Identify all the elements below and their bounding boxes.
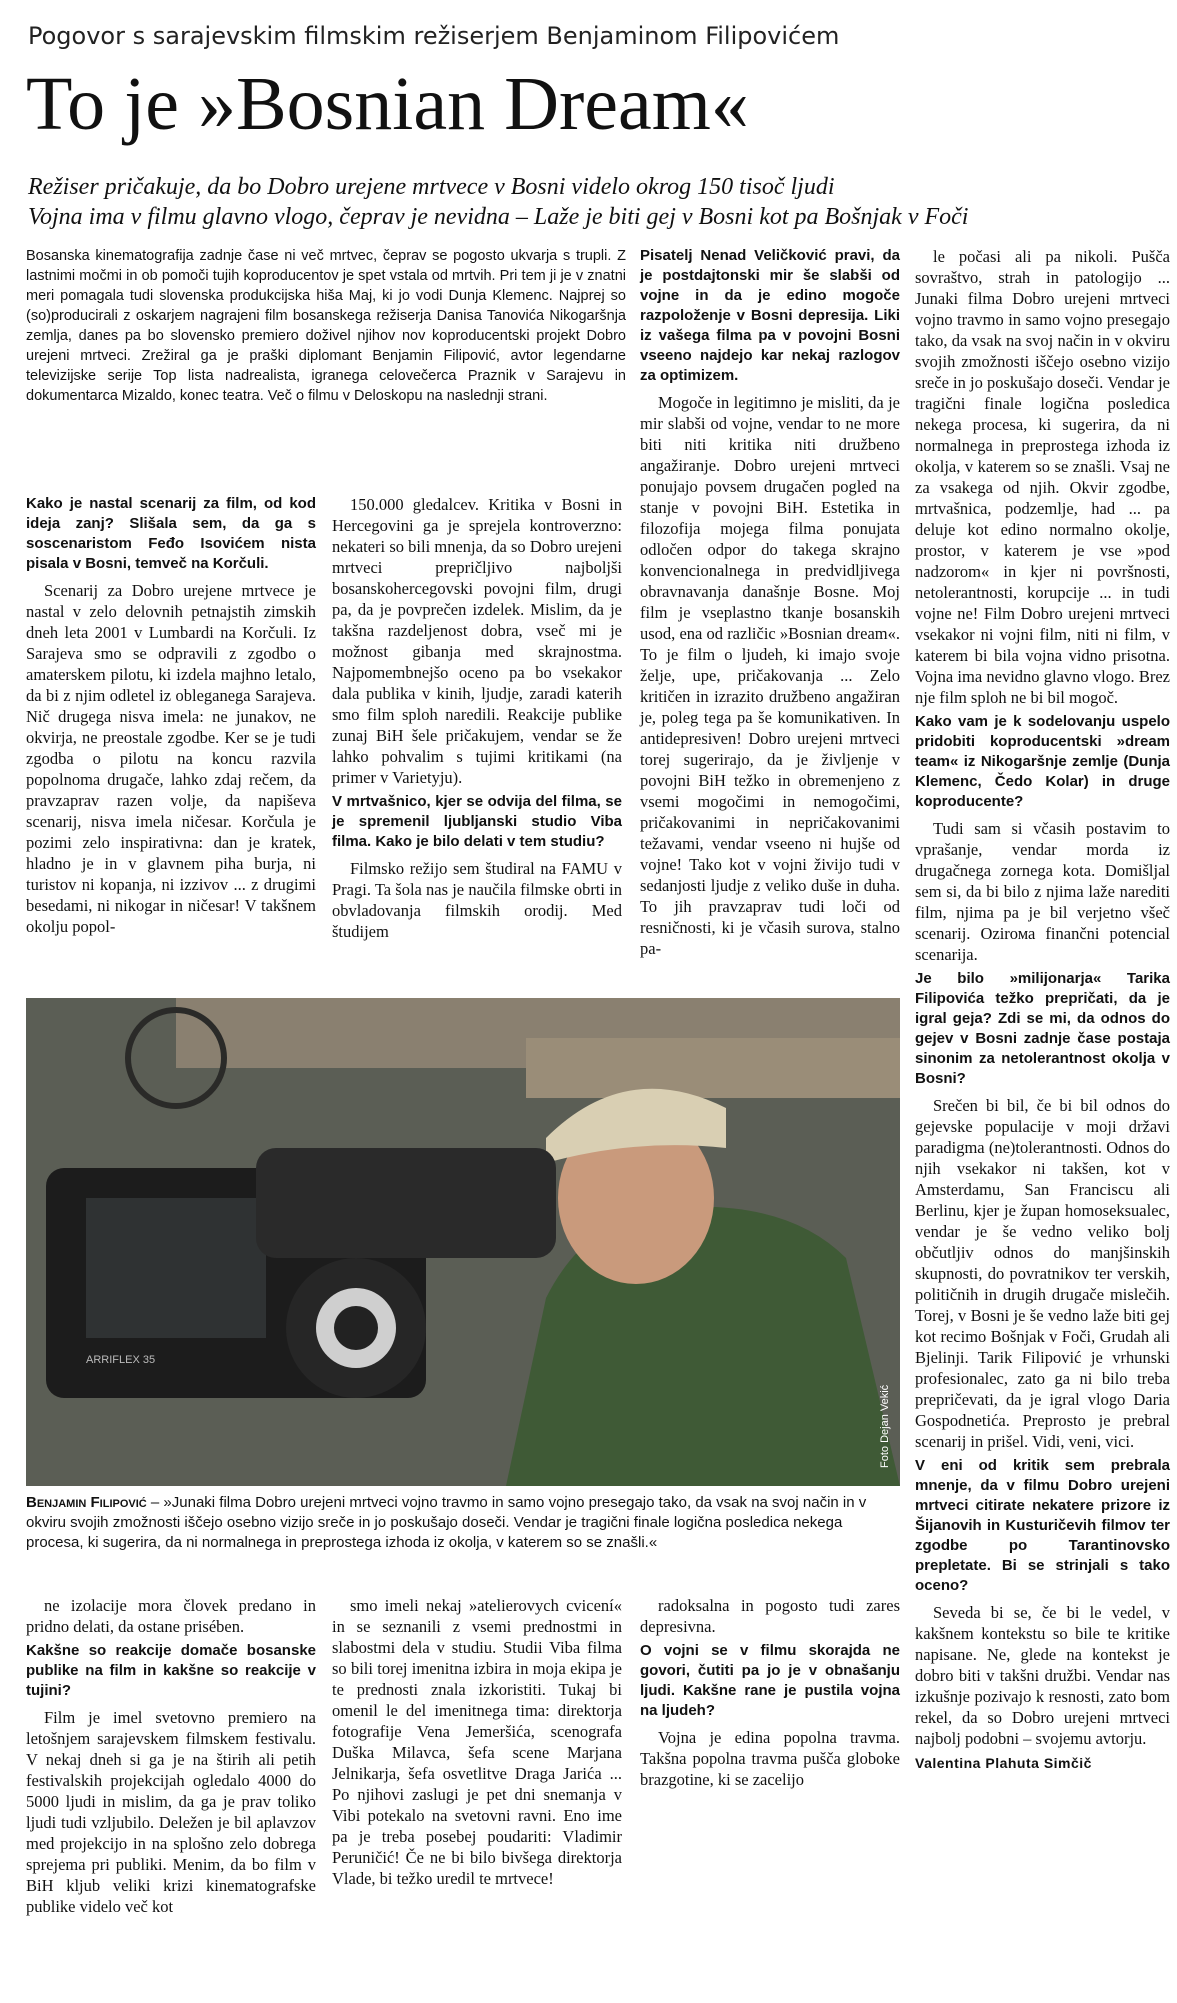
interview-paragraph: Seveda bi se, če bi le vedel, v kakšnem kontekstu so bile te kritike napisane. Ne, glede na kontekst je dobro biti v takšni družbi. Vendar nas izkušnje pozivajo k resnosti, zato bom rekel, da so Dobro urejeni mrtveci najbolj podobni – svojemu avtorju. (915, 1603, 1170, 1748)
interview-question: V mrtvašnico, kjer se odvija del filma, se je spremenil ljubljanski studio Viba filma. Kako je bilo delati v tem studiu? (332, 793, 622, 850)
interview-paragraph: Mogoče in legitimno je misliti, da je mir slabši od vojne, vendar to ne more biti niti kritika niti družbeno angažiranje. Dobro urejeni mrtveci ponujajo povsem drugačen pogled na stanje v povojni BiH. Estetika in filozofija mojega filma ponujata odločen odpor do takega skrajno konvencionalnega in predvidljivega obravnavanja današnje Bosne. Moj film je vseplastno tkanje bosanskih usod, ena od različic »Bosnian dream«. To je film o ljudeh, ki imajo svoje želje, upe, pričakovanja ... Zelo kritičen in izrazito družbeno angažiran je, poleg tega pa še komunikativen. In antidepresiven! Dobro urejeni mrtveci torej sugerirajo, da je življenje v povojni BiH težko in obremenjeno z vsemi mogočimi in nemogočimi, pričakovanimi in nepričakovanimi težavami, vendar vseeno ni hujše od vojne! Tako kot v vojni živijo tudi v sedanjosti ljudje z veliko duše in duha. To jih pravzaprav tudi loči od resničnosti, ki je včasih surova, stalno pa- (640, 393, 900, 958)
interview-question: Je bilo »milijonarja« Tarika Filipovića težko prepričati, da je igral geja? Zdi se mi, da odnos do gejev v Bosni zadnje čase postaja sinonim za netolerantnost okolja v Bosni? (915, 970, 1170, 1087)
interview-paragraph: ne izolacije mora človek predano in pridno delati, da ostane prisében. (26, 1596, 316, 1636)
camera-label: ARRIFLEX 35 (86, 1354, 156, 1366)
interview-question: Kakšne so reakcije domače bosanske publike na film in kakšne so reakcije v tujini? (26, 1642, 316, 1699)
interview-paragraph: Filmsko režijo sem študiral na FAMU v Pragi. Ta šola nas je naučila filmske obrti in obvladovanja filmskih orodij. Med študijem (332, 859, 622, 941)
interview-question: Kako vam je k sodelovanju uspelo pridobiti koproducentski »dream team« iz Nikogaršnje zemlje (Dunja Klemenc, Čedo Kolar) in druge koproducente? (915, 713, 1170, 810)
interview-paragraph: smo imeli nekaj »atelierovych cvicení« in se seznanili z vsemi prednostmi in slabostmi dela v studiu. Studii Viba filma so bili torej imenitna izbira in moja ekipa je te prednosti znala izkoristiti. Tukaj bi omenil le del imenitnega tima: direktorja fotografije Vena Jemeršića, scenografa Duška Milavca, šefa scene Marjana Jelnikarja, šefa osvetlitve Draga Jarića ... Po njihovi zaslugi je pet dni snemanja v Vibi potekalo na svetovni ravni. Eno ime pa je treba posebej poudariti: Vladimir Peruničić! Če ne bi bilo bivšega direktorja Vlade, bi težko uredil te mrtvece! (332, 1596, 622, 1888)
interview-paragraph: Tudi sam si včasih postavim to vprašanje, vendar morda iz drugačnega zornega kota. Domišljal sem si, da bi bilo z njima laže narediti film, njima pa je bil verjetno všeč scenarij. Ozirома finančni potencial scenarija. (915, 819, 1170, 964)
interview-paragraph: Srečen bi bil, če bi bil odnos do gejevske populacije v moji državi paradigma (ne)tolerantnosti. Odnos do njih vsekakor ni takšen, kot v Amsterdamu, San Franciscu ali Berlinu, kjer je župan homoseksualec, vendar je še vedno veliko bolj občutljiv odnos do manjšinskih skupnosti, do povratnikov ter verskih, političnih in drugih drugače mislečih. Torej, v Bosni je še vedno laže biti gej kot recimo Bošnjak v Foči, Grudah ali Bjelinji. Tarik Filipović je vrhunski profesionalec, zato ga ni bilo treba prepričevati, da je igral vlogo Daria Gospodnetića. Preprosto je prebral scenarij in prišel. Vidi, veni, vici. (915, 1096, 1170, 1451)
photo-credit: Foto Dejan Vekić (879, 1384, 891, 1468)
interview-paragraph: le počasi ali pa nikoli. Pušča sovraštvo, strah in patologijo ... Junaki filma Dobro urejeni mrtveci vojno travmo in samo vojno presegajo tako, da vsak na svoj način in v okviru svojih zmožnosti iščejo osebno vizijo sreče in jo poskušajo doseči. Vendar je tragični finale logična posledica nekega procesa, ki sugerira, da ni normalnega in preprostega izhoda iz okolja, v katerem so se znašli. Vsaj ne za vsakega od njih. Okvir zgodbe, mrtvašnica, podzemlje, had ... pa deluje kot edino normalno okolje, prostor, v katerem je vse »pod nadzorom« in kjer ni površnosti, netolerantnosti, korupcije ... in tudi vojne ne! Film Dobro urejeni mrtveci vsekakor ni vojni film, niti ni film, v katerem bi bila vojna vidno prisotna. Vojna ima nevidno glavno vlogo. Brez nje film sploh ne bi bil mogoč. (915, 247, 1170, 707)
interview-question: Kako je nastal scenarij za film, od kod ideja zanj? Slišala sem, da ga s soscenaristom Fеđo Isovićem nista pisala v Bosni, temveč na Korčuli. (26, 495, 316, 572)
article-column-bottom-3 (640, 1595, 900, 1995)
article-column-bottom-2 (332, 1595, 622, 1995)
kicker: Pogovor s sarajevskim filmskim režiserjem Benjaminom Filipovićem (28, 22, 840, 50)
article-column-1 (26, 494, 316, 992)
author-byline: Valentina Plahuta Simčič (915, 1755, 1092, 1771)
photo-caption (26, 1493, 902, 1585)
photo-illustration (26, 998, 900, 1486)
article-column-bottom-1 (26, 1595, 316, 1995)
subheading-1: Režiser pričakuje, da bo Dobro urejene mrtvece v Bosni videlo okrog 150 tisoč ljudi (28, 174, 835, 200)
caption-name: Benjamin Filipović (26, 1494, 147, 1511)
interview-question: O vojni se v filmu skorajda ne govori, čutiti pa jo je v obnašanju ljudi. Kakšne rane je pustila vojna na ljudeh? (640, 1642, 900, 1719)
interview-paragraph: Vojna je edina popolna travma. Takšna popolna travma pušča globoke brazgotine, ki se zacelijo (640, 1728, 900, 1789)
photo-director-with-camera (26, 998, 900, 1486)
interview-paragraph: radoksalna in pogosto tudi zares depresivna. (640, 1596, 900, 1636)
subheading-2: Vojna ima v filmu glavno vlogo, čeprav je nevidna – Laže je biti gej v Bosni kot pa Bošnjak v Foči (28, 204, 969, 230)
interview-paragraph: 150.000 gledalcev. Kritika v Bosni in Hercegovini ga je sprejela kontroverzno: nekateri so bili mnenja, da so Dobro urejeni mrtveci prepričljivo najboljši bosanskohercegovski povojni film, drugi pa, da je povprečen izdelek. Mislim, da je takšna razdeljenost dobra, vseč mi je možnost gibanja med skrajnostma. Najpomembnejšo oceno pa bo vsekakor dala publika v kinih, ljudje, zaradi katerih smo film sploh naredili. Reakcije publike zunaj BiH šele pričakujem, vendar se že lahko pohvalim s tujimi kritikami (na primer v Varietyju). (332, 495, 622, 787)
lead-paragraph: Bosanska kinematografija zadnje čase ni več mrtvec, čeprav se pogosto ukvarja s trupli. Z lastnimi močmi in ob pomoči tujih koproducentov je spet vstala od mrtvih. Pri tem ji je v znatni meri pomagala tudi slovenska produkcijska hiša Maj, ki jo vodi Dunja Klemenc. Najprej so (so)producirali z oskarjem nagrajeni film bosanskega režiserja Danisa Tanovića Nikogaršnja zemlja, danes pa bo slovensko premiero doživel njihov nov koproducentski projekt Dobro urejeni mrtveci. Zrežiral ga je praški diplomant Benjamin Filipović, avtor legendarne televizijske serije Top lista nadrealista, igranega celovečerca Praznik v Sarajevu in dokumentarca Mizaldo, konec teatra. Več o filmu v Deloskopu na naslednji strani. (26, 248, 626, 404)
caption-text: – »Junaki filma Dobro urejeni mrtveci vojno travmo in samo vojno presegajo tako, da vsak na svoj način in v okviru svojih zmožnosti iščejo osebno vizijo sreče in jo poskušajo doseči. Vendar je tragični finale logična posledica nekega procesa, ki sugerira, da ni normalnega in preprostega izhoda iz okolja, v katerem so se znašli.« (26, 1494, 867, 1551)
interview-paragraph: Film je imel svetovno premiero na letošnjem sarajevskem filmskem festivalu. V nekaj dneh si ga je na štirih ali petih festivalskih projekcijah ogledalo 4000 do 5000 ljudi in mislim, da ga je prav toliko ljudi tudi vzljubilo. Deležen je bil aplavzov med projekcijo in na splošno zelo dobrega sprejema pri publiki. Menim, da bo film v BiH kljub veliki krizi kinematografske publike videlo več kot (26, 1708, 316, 1916)
article-column-3 (640, 246, 900, 992)
article-column-4 (915, 246, 1170, 1771)
interview-paragraph: Scenarij za Dobro urejene mrtvece je nastal v zelo delovnih petnajstih zimskih dneh leta 2001 v Lumbardi na Korčuli. Iz Sarajeva smo se odpravili z zgodbo o amaterskem pilotu, ki izdela majhno letalo, da bi z njim odletel iz obleganega Sarajeva. Nič drugega nisva imela: ne junakov, ne okvirja, ne preostale zgodbe. Ker se je tudi zgodba o pilotu na koncu razvila popolnoma drugače, lahko zdaj rečem, da pravzaprav razen volje, da napiševa scenarij, nisva imela ničesar. Korčula je pozimi zelo inspirativna: dan je kratek, hladno je in v glavnem piha burja, ni turistov ni kopanja, ni izzivov ... z drugimi besedami, ni nikogar in ničesar! V takšnem okolju popol- (26, 581, 316, 936)
interview-question: V eni od kritik sem prebrala mnenje, da v filmu Dobro urejeni mrtveci citirate nekatere prizore iz Šijanovih in Kusturičevih filmov ter zgodbe po Tarantinovsko prepletate. Bi se strinjali s tako oceno? (915, 1457, 1170, 1594)
article-column-2 (332, 494, 622, 992)
interview-question: Pisatelj Nenad Veličković pravi, da je postdajtonski mir še slabši od vojne in da je edino mogoče razpoloženje v Bosni depresija. Liki iz vašega filma pa v povojni Bosni vseeno najdejo kar nekaj razlogov za optimizem. (640, 247, 900, 384)
headline: To je »Bosnian Dream« (26, 62, 749, 146)
